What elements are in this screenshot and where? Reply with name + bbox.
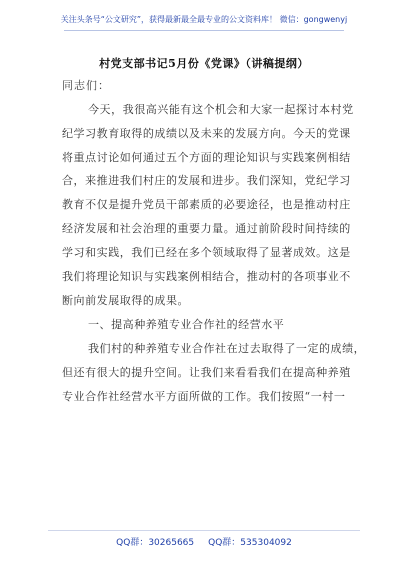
body-line: 教育不仅是提升党员干部素质的必要途径，也是推动村庄	[62, 198, 351, 211]
body-line: 我们村的种养殖专业合作社在过去取得了一定的成绩，	[88, 342, 366, 355]
body-line: 经济发展和社会治理的重要力量。通过前阶段时间持续的	[62, 222, 351, 235]
header-divider	[64, 30, 344, 31]
body-line: 今天，我很高兴能有这个机会和大家一起探讨本村党	[88, 103, 354, 116]
salutation: 同志们：	[62, 79, 110, 92]
body-line: 我们将理论知识与实践案例相结合，推动村的各项事业不	[62, 270, 351, 283]
footer-divider	[48, 530, 360, 531]
document-title: 村党支部书记5月份《党课》（讲稿提纲）	[99, 57, 309, 70]
body-line: 合，来推进我们村庄的发展和进步。我们深知，党纪学习	[62, 174, 351, 187]
section-heading: 一、提高种养殖专业合作社的经营水平	[88, 318, 285, 331]
body-line: 纪学习教育取得的成绩以及未来的发展方向。今天的党课	[62, 127, 351, 140]
footer-qq-group-2: QQ群：535304092	[208, 538, 292, 548]
footer-contacts	[0, 535, 408, 548]
body-line: 但还有很大的提升空间。让我们来看看我们在提高种养殖	[62, 366, 351, 379]
body-line: 专业合作社经营水平方面所做的工作。我们按照“一村一	[62, 390, 346, 403]
body-line: 学习和实践，我们已经在多个领域取得了显著成效。这是	[62, 246, 351, 259]
header-notice: 关注头条号“公文研究”，获得最新最全最专业的公文资料库！ 微信：gongwenyj	[60, 15, 348, 24]
body-line: 断向前发展取得的成果。	[62, 294, 190, 307]
body-line: 将重点讨论如何通过五个方面的理论知识与实践案例相结	[62, 151, 351, 164]
footer-qq-group-1: QQ群：30265665	[116, 538, 195, 548]
